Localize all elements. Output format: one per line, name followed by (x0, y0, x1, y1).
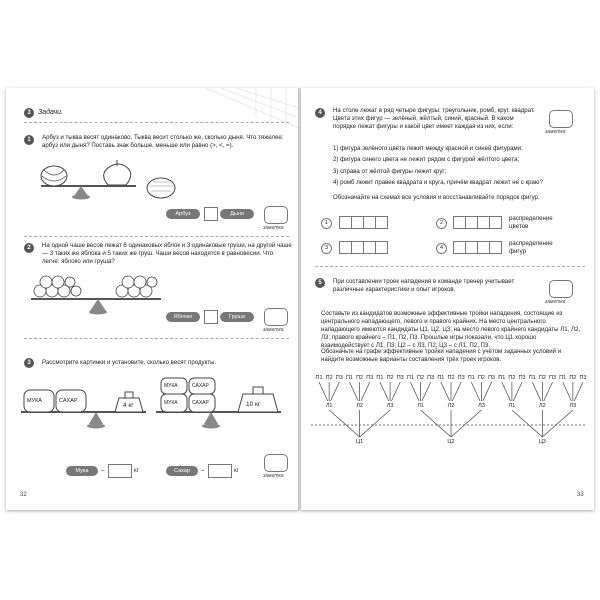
note-label-1: заметка (263, 225, 284, 231)
page-number-right: 33 (577, 492, 584, 498)
watermelon-label: Арбуз (166, 209, 200, 219)
note-label-4: заметка (545, 129, 566, 135)
task-2-number: 2 (24, 243, 34, 253)
flour-label: Мука (66, 466, 98, 476)
graph-node-right-wing: П3 (518, 375, 526, 381)
graph-node-right-wing: П2 (417, 375, 425, 381)
unit-kg: кг (234, 467, 239, 474)
divider (24, 338, 289, 339)
dash: – (101, 467, 105, 474)
task-5-text: Составьте из кандидатов возможные эффективные тройки нападения, состоящие из центрального нападающего, левого и правого крайних. На место центрального нападающего имеются кандидаты Ц1, Ц2, Ц3; на место левого крайнего кандидаты Л1, Л2, Л3; правого крайнего – П1, П2, П3. Прошлые игры показали, что Ц1 хорошо взаимодействует с Л1, П3; Ц2 – с Л3, П2; Ц3 – с Л1, П2, П3. (321, 310, 581, 349)
flour-answer-box[interactable] (108, 464, 132, 478)
task-2-text: На одной чаше весов лежат 6 одинаковых яблок и 3 одинаковые груши, на другой чаше — 3 таких же яблока и 5 таких же груш. Чаши весов находятся в равновесии. Что легче: яблоко или груша? (42, 242, 292, 265)
graph-node-right-wing: П2 (538, 375, 546, 381)
condition-1: 1) фигура зелёного цвета лежит между красной и синей фигурами; (333, 145, 523, 152)
colors-distribution-label: распределение цветов (509, 215, 553, 230)
sugar-bag-label: САХАР (59, 398, 78, 404)
dash: – (201, 467, 205, 474)
graph-node-left-wing: Л1 (417, 403, 424, 409)
flour-bag-label: МУКА (27, 398, 42, 404)
task-5-instruction: Обозначьте на графе эффективные тройки нападения с учётом заданных условий и найдите возможные варианты составления трёх троек игроков. (321, 348, 562, 363)
graph-node-right-wing: П3 (579, 375, 587, 381)
left-page (6, 88, 299, 510)
scale-apples-pears (26, 271, 166, 321)
graph-node-right-wing: П1 (498, 375, 506, 381)
task-1-text: Арбуз и тыква весят одинаково. Тыква весит столько же, сколько дыня. Что тяжелее: арбуз или дыня? Поставь знак больше, меньше или равно (>, <, =). (42, 134, 284, 149)
graph-node-right-wing: П1 (559, 375, 567, 381)
graph-node-right-wing: П1 (437, 375, 445, 381)
condition-2: 2) фигура синего цвета не лежит рядом с фигурой жёлтого цвета; (333, 156, 520, 163)
flour-bag-label: МУКА (164, 400, 178, 406)
graph-node-center: Ц3 (538, 439, 546, 445)
scheme-number: 1 (321, 218, 332, 229)
comparison-sign-box[interactable] (204, 207, 218, 221)
scale-watermelon-pumpkin (26, 158, 186, 213)
task-5-intro: При составлении троек нападения в команде тренер учитывает различные характеристики и опыт игроков. (333, 278, 515, 293)
task-5-number: 5 (315, 278, 325, 288)
graph-node-right-wing: П2 (386, 375, 394, 381)
note-box-2[interactable] (264, 308, 288, 326)
apples-and-pears-icon (34, 276, 157, 297)
divider (24, 236, 289, 237)
graph-node-right-wing: П1 (406, 375, 414, 381)
condition-4: 4) ромб лежит правее квадрата и круга, причём квадрат лежит не с краю? (333, 179, 543, 186)
graph-node-left-wing: Л3 (478, 403, 485, 409)
graph-node-right-wing: П1 (528, 375, 536, 381)
sugar-bag-label: САХАР (192, 383, 209, 389)
melon-label: Дыня (220, 209, 254, 219)
section-number-badge: 3 (24, 108, 34, 118)
comparison-sign-box[interactable] (204, 310, 218, 324)
graph-node-right-wing: П1 (315, 375, 323, 381)
graph-node-right-wing: П2 (325, 375, 333, 381)
note-box-1[interactable] (264, 206, 288, 224)
graph-node-right-wing: П3 (366, 375, 374, 381)
graph-node-left-wing: Л2 (539, 403, 546, 409)
graph-node-left-wing: Л3 (569, 403, 577, 409)
right-page (301, 88, 594, 510)
scheme-number: 4 (436, 243, 447, 254)
divider (24, 122, 289, 123)
graph-node-right-wing: П3 (549, 375, 557, 381)
graph-node-left-wing: Л1 (508, 403, 516, 409)
figures-distribution-label: распределение фигур (509, 240, 553, 255)
graph-node-right-wing: П3 (488, 375, 496, 381)
note-label-5: заметка (545, 299, 566, 305)
task-1-number: 1 (24, 135, 34, 145)
condition-3: 3) справа от жёлтой фигуры лежит круг; (333, 168, 447, 175)
note-box-3[interactable] (264, 454, 288, 472)
graph-node-right-wing: П2 (569, 375, 577, 381)
graph-node-right-wing: П1 (376, 375, 384, 381)
graph-node-right-wing: П3 (457, 375, 465, 381)
graph-node-right-wing: П2 (508, 375, 516, 381)
graph-node-right-wing: П1 (467, 375, 475, 381)
note-label-2: заметка (263, 327, 284, 333)
pumpkin-icon (104, 164, 131, 185)
sugar-label: Сахар (166, 466, 198, 476)
sugar-answer-box[interactable] (208, 464, 232, 478)
task-4-number: 4 (315, 108, 325, 118)
scheme-number: 3 (321, 243, 332, 254)
melon-icon (147, 178, 175, 198)
graph-node-left-wing: Л2 (356, 403, 363, 409)
task-3-number: 3 (24, 358, 34, 368)
players-tree-graph[interactable] (301, 88, 594, 510)
pear-label: Груша (220, 312, 254, 322)
task-4-instruction: Обозначайте на схемах все условия и восстанавливайте порядок фигур. (333, 194, 540, 201)
task-3-text: Рассмотрите картинки и установите, сколько весят продукты. (42, 359, 217, 366)
page-number-left: 32 (20, 492, 27, 498)
weight-10kg: 10 кг (246, 401, 261, 408)
task-4-intro: На столе лежат в ряд четыре фигуры: треугольник, ромб, круг, квадрат. Цвета этих фигур — зелёный, жёлтый, синий, красный. В каком порядке лежат фигуры и какой цвет имеет каждая из них, если: (333, 107, 535, 130)
graph-node-right-wing: П3 (335, 375, 343, 381)
graph-node-right-wing: П3 (396, 375, 404, 381)
graph-node-center: Ц1 (356, 439, 364, 445)
graph-node-left-wing: Л1 (325, 403, 333, 409)
unit-kg: кг (134, 467, 139, 474)
weight-4kg: 4 кг (123, 402, 134, 409)
graph-node-right-wing: П3 (427, 375, 435, 381)
graph-node-left-wing: Л2 (447, 403, 455, 409)
flour-bag-label: МУКА (164, 383, 178, 389)
graph-node-center: Ц2 (447, 439, 455, 445)
graph-node-right-wing: П2 (356, 375, 364, 381)
workbook-spread (6, 88, 594, 510)
graph-node-right-wing: П2 (477, 375, 485, 381)
watermelon-icon (41, 166, 67, 186)
section-title: Задачи. (38, 109, 63, 116)
graph-node-left-wing: Л3 (386, 403, 394, 409)
note-label-3: заметка (263, 473, 284, 479)
graph-node-right-wing: П2 (447, 375, 455, 381)
graph-node-right-wing: П1 (345, 375, 353, 381)
scheme-number: 2 (436, 218, 447, 229)
apple-label: Яблоко (166, 312, 200, 322)
sugar-bag-label: САХАР (192, 400, 209, 406)
